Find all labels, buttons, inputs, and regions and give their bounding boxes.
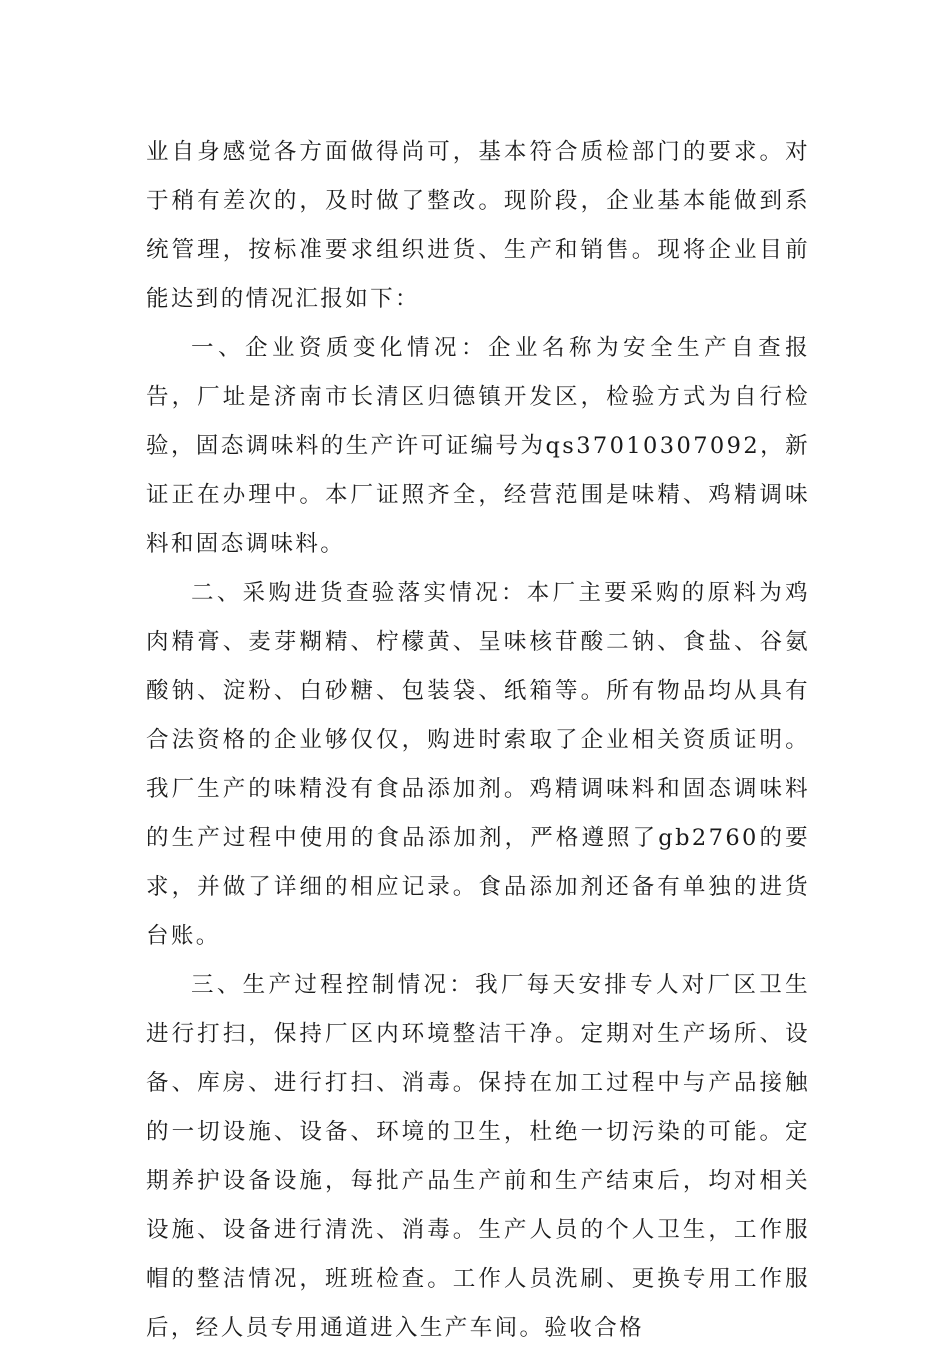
document-body xyxy=(146,128,810,1353)
paragraph-qualification-changes: 一、企业资质变化情况：企业名称为安全生产自查报告，厂址是济南市长清区归德镇开发区，检验方式为自行检验，固态调味料的生产许可证编号为qs37010307092，新证正在办理中。本厂证照齐全，经营范围是味精、鸡精调味料和固态调味料。 xyxy=(146,335,810,557)
paragraph-production-control: 三、生产过程控制情况：我厂每天安排专人对厂区卫生进行打扫，保持厂区内环境整洁干净。定期对生产场所、设备、库房、进行打扫、消毒。保持在加工过程中与产品接触的一切设施、设备、环境的卫生，杜绝一切污染的可能。定期养护设备设施，每批产品生产前和生产结束后，均对相关设施、设备进行清洗、消毒。生产人员的个人卫生，工作服帽的整洁情况，班班检查。工作人员洗刷、更换专用工作服后，经人员专用通道进入生产车间。验收合格 xyxy=(146,972,810,1341)
paragraph-intro: 业自身感觉各方面做得尚可，基本符合质检部门的要求。对于稍有差次的，及时做了整改。现阶段，企业基本能做到系统管理，按标准要求组织进货、生产和销售。现将企业目前能达到的情况汇报如下： xyxy=(146,139,810,312)
paragraph-procurement-inspection: 二、采购进货查验落实情况：本厂主要采购的原料为鸡肉精膏、麦芽糊精、柠檬黄、呈味核苷酸二钠、食盐、谷氨酸钠、淀粉、白砂糖、包装袋、纸箱等。所有物品均从具有合法资格的企业够仅仅，购进时索取了企业相关资质证明。我厂生产的味精没有食品添加剂。鸡精调味料和固态调味料的生产过程中使用的食品添加剂，严格遵照了gb2760的要求，并做了详细的相应记录。食品添加剂还备有单独的进货台账。 xyxy=(146,580,810,949)
